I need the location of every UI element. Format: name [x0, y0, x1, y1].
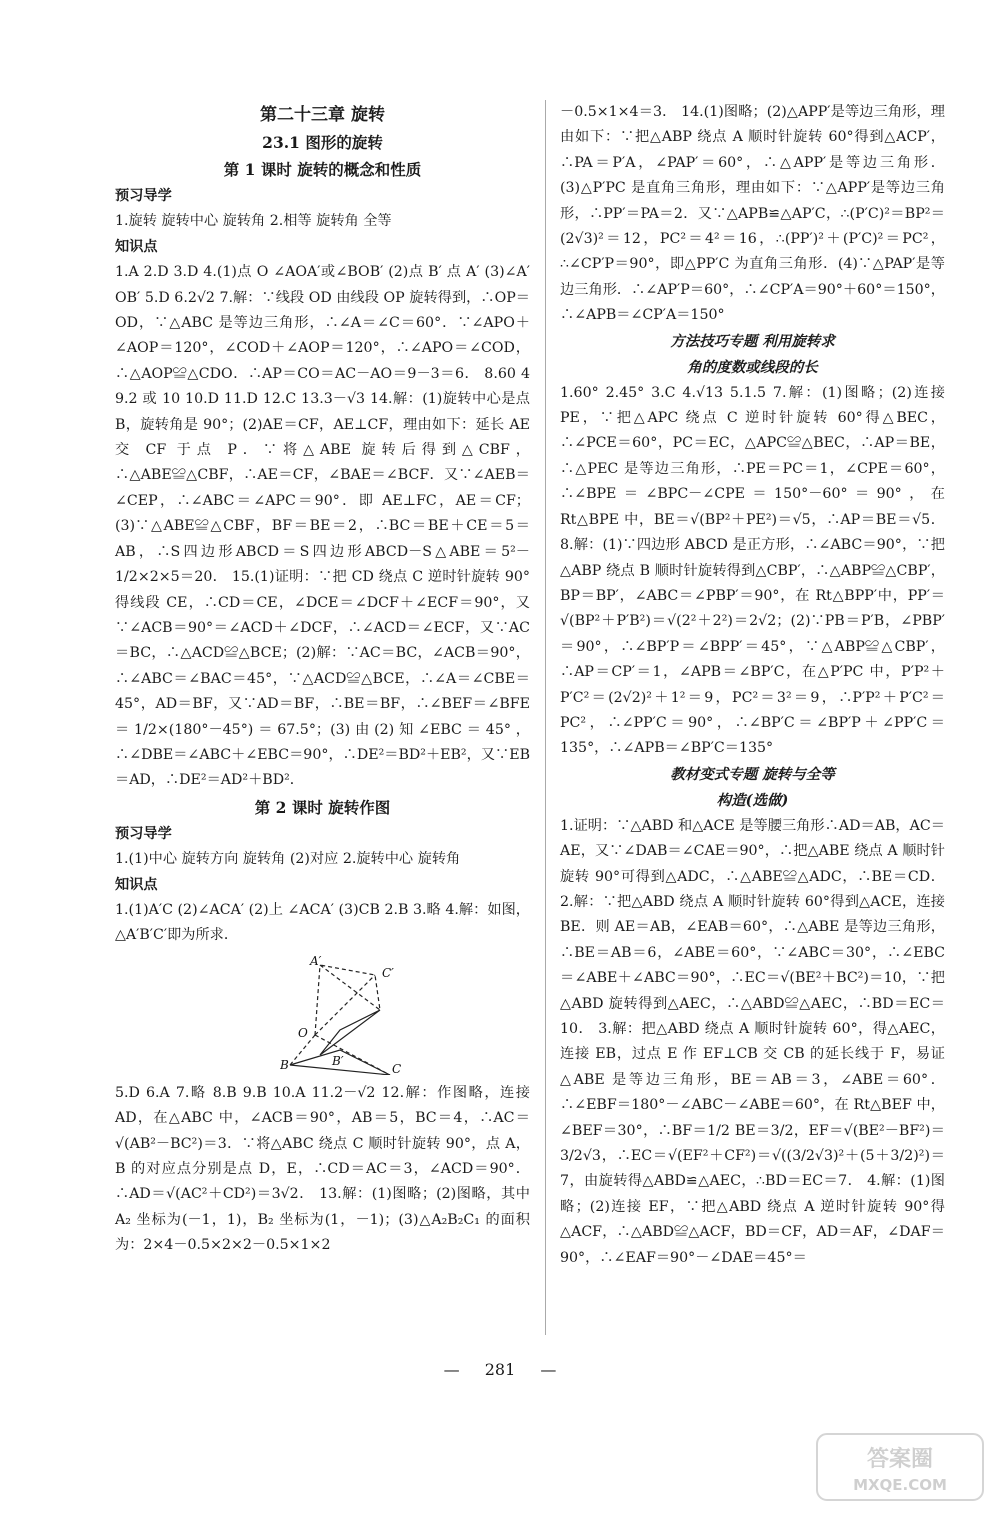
column-divider	[545, 100, 546, 1335]
topic-1-title-line-2: 角的度数或线段的长	[687, 358, 818, 376]
lesson-2-preview-heading: 预习导学	[115, 825, 172, 842]
topic-2-answers: 1.证明：∵△ABD 和△ACE 是等腰三角形∴AD＝AB，AC＝AE，又∵∠DAB＝∠CAE＝90°，∴把△ABE 绕点 A 顺时针旋转 90°可得到△ADC，∴△ABE≌△ADC，∴BE＝CD． 2.解：∵把△ABD 绕点 A 顺时针旋转 60°得到△ACE，连接 BE．则 AE＝AB，∠EAB＝60°，∴△ABE 是等边三角形，∴BE＝AB＝6，∠ABE＝60°，∵∠ABC＝30°，∴∠EBC＝∠ABE＋∠ABC＝90°，∴EC＝√(BE²＋BC²)＝10，∵把△ABD 旋转得到△AEC，∴△ABD≌△AEC，∴BD＝EC＝10． 3.解：把△ABD 绕点 A 顺时针旋转 60°，得△AEC，连接 EB，过点 E 作 EF⊥CB 交 CB 的延长线于 F，易证△ABE 是等边三角形，BE＝AB＝3，∠ABE＝60°．∴∠EBF＝180°－∠ABC－∠ABE＝60°，在 Rt△BEF 中，∠BEF＝30°，∴BF＝1/2 BE＝3/2，EF＝√(BE²－BF²)＝3/2√3，∴EC＝√(EF²＋CF²)＝√((3/2√3)²＋(5＋3/2)²)＝7，由旋转得△ABD≌△AEC，∴BD＝EC＝7． 4.解：(1)图略；(2)连接 EF，∵把△ABD 绕点 A 逆时针旋转 90°得△ACF，∴△ABD≌△ACF，BD＝CF，AD＝AF，∠DAF＝90°，∴∠EAF＝90°－∠DAE＝45°＝	[560, 817, 945, 1266]
page-number-dash-right: —	[540, 1360, 557, 1379]
page-number-dash-left: —	[443, 1360, 460, 1379]
topic-1-answers: 1.60° 2.45° 3.C 4.√13 5.1.5 7.解：(1)图略；(2)连接 PE，∵把△APC 绕点 C 逆时针旋转 60°得△BEC，∴∠PCE＝60°，PC＝EC，△APC≌△BEC，∴AP＝BE，∴△PEC 是等边三角形，∴PE＝PC＝1，∠CPE＝60°，∴∠BPE＝∠BPC－∠CPE＝150°－60°＝90°，在 Rt△BPE 中，BE＝√(BP²＋PE²)＝√5，∴AP＝BE＝√5． 8.解：(1)∵四边形 ABCD 是正方形，∴∠ABC＝90°，∵把△ABP 绕点 B 顺时针旋转得到△CBP′，∴△ABP≌△CBP′，BP＝BP′，∠ABC＝∠PBP′＝90°，在 Rt△BPP′中，PP′＝√(BP²＋P′B²)＝√(2²＋2²)＝2√2；(2)∵PB＝P′B，∠PBP′＝90°，∴∠BP′P＝∠BPP′＝45°，∵△ABP≌△CBP′，∴AP＝CP′＝1，∠APB＝∠BP′C，在△P′PC 中，P′P²＋P′C²＝(2√2)²＋1²＝9，PC²＝3²＝9，∴P′P²＋P′C²＝PC²，∴∠PP′C＝90°，∴∠BP′C＝∠BP′P＋∠PP′C＝135°，∴∠APB＝∠BP′C＝135°	[560, 384, 945, 757]
page-number: 281	[484, 1360, 516, 1379]
page-number-footer	[0, 1360, 1000, 1379]
topic-2-title-line-1: 教材变式专题 旋转与全等	[670, 765, 835, 783]
chapter-title: 第二十三章 旋转	[260, 105, 385, 125]
fig-label-b: B	[280, 1057, 289, 1072]
svg-text:MXQE.COM: MXQE.COM	[853, 1476, 947, 1494]
fig-label-b-prime: B′	[332, 1053, 344, 1068]
lesson-2-points-heading: 知识点	[115, 876, 158, 893]
right-column	[560, 100, 945, 1271]
lesson-1-preview-answers: 1.旋转 旋转中心 旋转角 2.相等 旋转角 全等	[115, 213, 392, 230]
lesson-2-points-answers-a: 1.(1)A′C (2)∠ACA′ (2)上 ∠ACA′ (3)CB 2.B 3.略 4.解：如图，△A′B′C′即为所求．	[115, 901, 530, 944]
svg-text:答案圈: 答案圈	[866, 1447, 934, 1472]
continued-answers: －0.5×1×4＝3． 14.(1)图略；(2)△APP′是等边三角形，理由如下：∵把△ABP 绕点 A 顺时针旋转 60°得到△ACP′，∴PA＝P′A，∠PAP′＝60°，∴△APP′是等边三角形．(3)△P′PC 是直角三角形，理由如下：∵△APP′是等边三角形，∴PP′＝PA＝2．又∵△APB≌△AP′C，∴(P′C)²＝BP²＝(2√3)²＝12，PC²＝4²＝16，∴(PP′)²＋(P′C)²＝PC²，∴∠CP′P＝90°，即△PP′C 为直角三角形．(4)∵△PAP′是等边三角形．∴∠AP′P＝60°，∴∠CP′A＝90°＋60°＝150°，∴∠APB＝∠CP′A＝150°	[560, 104, 945, 324]
rotation-figure	[280, 955, 460, 1075]
watermark-logo	[815, 1432, 985, 1502]
fig-label-a-prime: A′	[310, 954, 322, 968]
lesson-1-points-heading: 知识点	[115, 238, 158, 255]
lesson-1-preview-heading: 预习导学	[115, 188, 172, 204]
left-column	[115, 100, 530, 1259]
topic-1-title-line-1: 方法技巧专题 利用旋转求	[670, 332, 835, 350]
fig-label-c-prime: C′	[382, 965, 394, 980]
lesson-2-title: 第 2 课时 旋转作图	[254, 797, 391, 817]
section-title: 23.1 图形的旋转	[262, 133, 383, 152]
lesson-1-title: 第 1 课时 旋转的概念和性质	[223, 160, 422, 179]
lesson-1-points-answers: 1.A 2.D 3.D 4.(1)点 O ∠AOA′或∠BOB′ (2)点 B′ 点 A′ (3)∠A′ OB′ 5.D 6.2√2 7.解：∵线段 OD 由线段 OP 旋转得到，∴OP＝OD，∵△ABC 是等边三角形，∴∠A＝∠C＝60°．∵∠APO＋∠AOP＝120°，∠COD＋∠AOP＝120°，∴∠APO＝∠COD，∴△AOP≌△CDO．∴AP＝CO＝AC－AO＝9－3＝6． 8.60 4 9.2 或 10 10.D 11.D 12.C 13.3－√3 14.解：(1)旋转中心是点 B，旋转角是 90°；(2)AE＝CF，AE⊥CF，理由如下：延长 AE 交 CF 于点 P．∵将△ABE 旋转后得到△CBF，∴△ABE≌△CBF，∴AE＝CF，∠BAE＝∠BCF．又∵∠AEB＝∠CEP，∴∠ABC＝∠APC＝90°．即 AE⊥FC，AE＝CF；(3)∵△ABE≌△CBF，BF＝BE＝2，∴BC＝BE＋CE＝5＝AB，∴S四边形ABCD＝S四边形ABCD－S△ABE＝5²－1/2×2×5＝20． 15.(1)证明：∵把 CD 绕点 C 逆时针旋转 90°得线段 CE，∴CD＝CE，∠DCE＝∠DCF＋∠ECF＝90°，又∵∠ACB＝90°＝∠ACD＋∠DCF，∴∠ACD＝∠ECF，又∵AC＝BC，∴△ACD≌△BCE；(2)解：∵AC＝BC，∠ACB＝90°，∴∠ABC＝∠BAC＝45°，∵△ACD≌△BCE，∴∠A＝∠CBE＝45°，AD＝BF，又∵AD＝BF，∴BE＝BF，∴∠BEF＝∠BFE＝1/2×(180°－45°)＝67.5°；(3)由(2)知∠EBC＝45°，∴∠DBE＝∠ABC＋∠EBC＝90°，∴DE²＝BD²＋EB²，又∵EB＝AD，∴DE²＝AD²＋BD²．	[115, 264, 530, 789]
topic-2-title-line-2: 构造(选做)	[716, 791, 789, 809]
fig-label-c: C	[392, 1061, 402, 1075]
lesson-2-preview-answers: 1.(1)中心 旋转方向 旋转角 (2)对应 2.旋转中心 旋转角	[115, 851, 461, 868]
fig-label-o: O	[298, 1025, 308, 1040]
lesson-2-points-answers-b: 5.D 6.A 7.略 8.B 9.B 10.A 11.2－√2 12.解：作图略，连接 AD，在△ABC 中，∠ACB＝90°，AB＝5，BC＝4，∴AC＝√(AB²－BC²)＝3．∵将△ABC 绕点 C 顺时针旋转 90°，点 A，B 的对应点分别是点 D，E，∴CD＝AC＝3，∠ACD＝90°．∴AD＝√(AC²＋CD²)＝3√2． 13.解：(1)图略；(2)图略，其中 A₂ 坐标为(－1，1)，B₂ 坐标为(1，－1)；(3)△A₂B₂C₁ 的面积为：2×4－0.5×2×2－0.5×1×2	[115, 1084, 530, 1254]
